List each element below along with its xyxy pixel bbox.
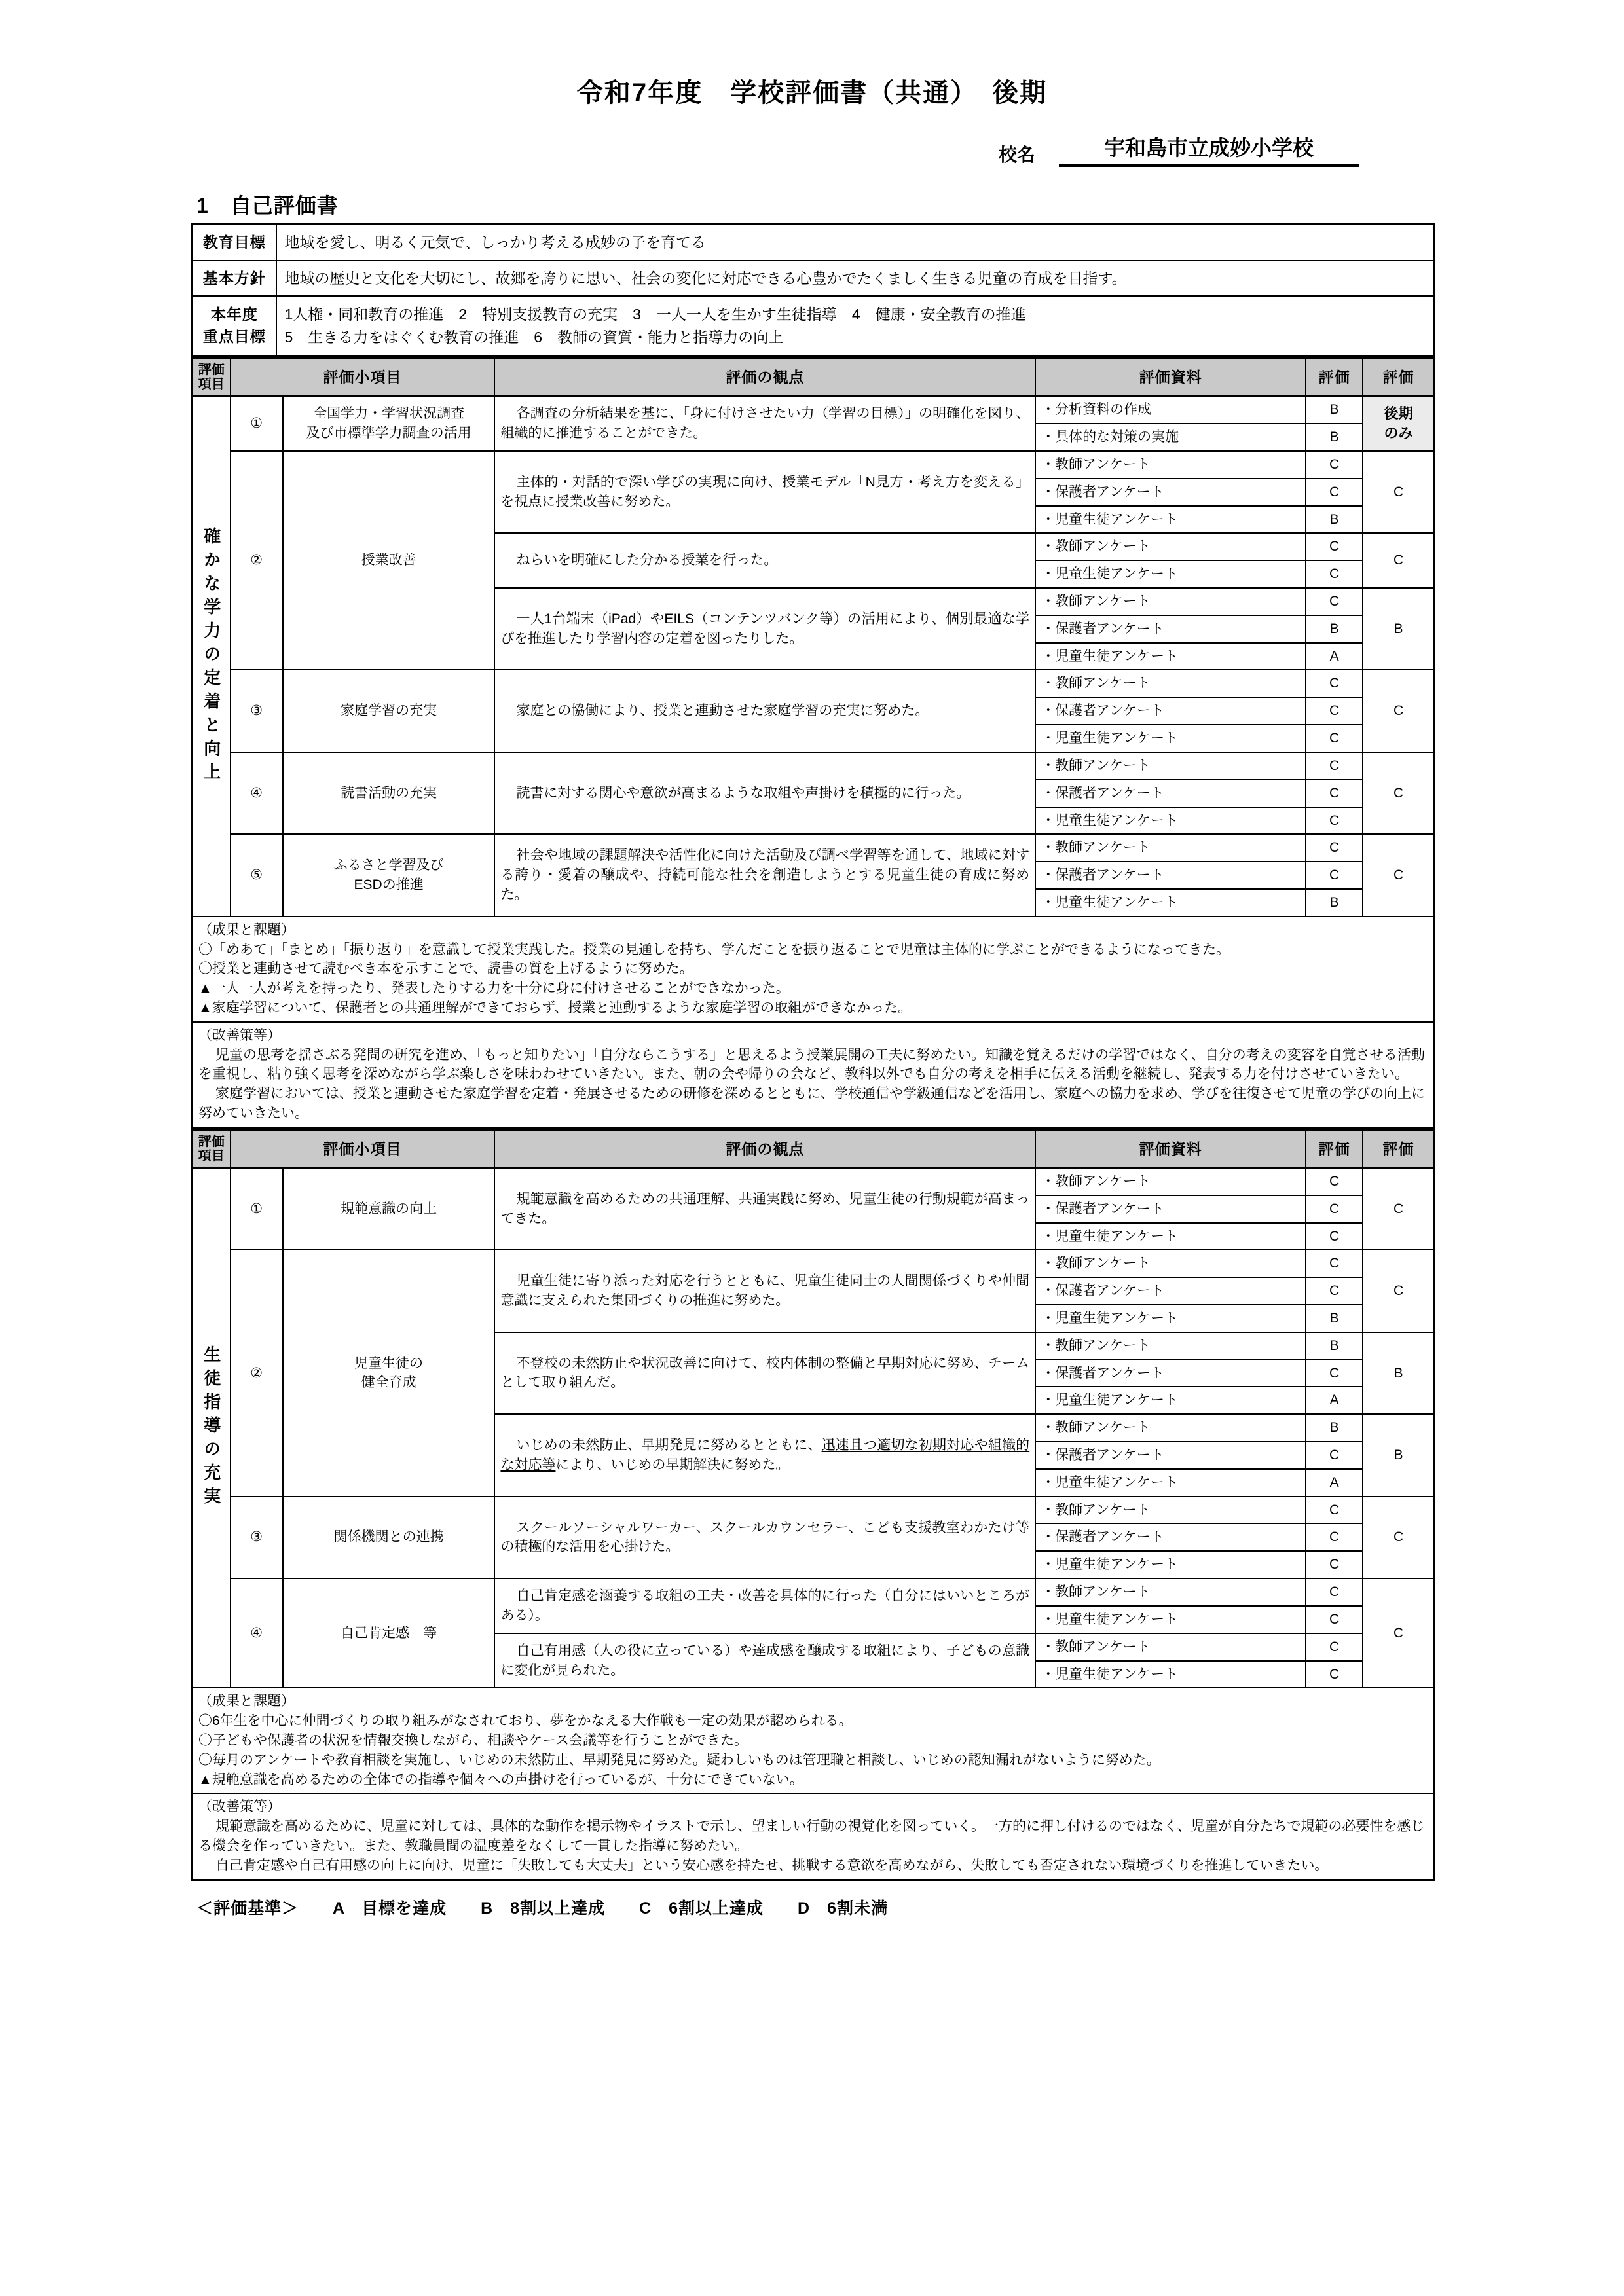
material-cell: ・児童生徒アンケート xyxy=(1035,889,1306,917)
table-row xyxy=(193,451,1435,479)
item-number-cell: ③ xyxy=(231,670,283,752)
material-cell: ・保護者アンケート xyxy=(1035,1523,1306,1551)
evaluation-cell: C xyxy=(1306,479,1363,506)
commentary-line: 規範意識を高めるために、児童に対しては、具体的な動作を掲示物やイラストで示し、望ましい行動の視覚化を図っていく。一方的に押し付けるのではなく、児童が自分たちで規範の必要性を感じる機会を作っていきたい。また、教職員間の温度差をなくして一貫した指導に努めたい。 xyxy=(198,1819,1425,1853)
category-label-cell xyxy=(193,1168,231,1688)
column-header-eval-overall: 評価 xyxy=(1363,1129,1434,1168)
commentary-line: 〇授業と連動させて読むべき本を示すことで、読書の質を上げるように努めた。 xyxy=(198,961,693,977)
priority-goal-label xyxy=(193,296,276,356)
item-number-cell: ③ xyxy=(231,1497,283,1578)
material-cell: ・教師アンケート xyxy=(1035,1414,1306,1442)
commentary-line: 〇6年生を中心に仲間づくりの取り組みがなされており、夢をかなえる大作戦も一定の効果が認められる。 xyxy=(198,1713,853,1729)
evaluation-cell: B xyxy=(1306,1305,1363,1332)
material-cell: ・具体的な対策の実施 xyxy=(1035,424,1306,451)
priority-goal-line1: 1人権・同和教育の推進 2 特別支援教育の充実 3 一人一人を生かす生徒指導 4 健康・安全教育の推進 xyxy=(284,306,1026,323)
column-header-subitem: 評価小項目 xyxy=(231,358,495,397)
material-cell: ・児童生徒アンケート xyxy=(1035,1661,1306,1688)
overall-evaluation-cell: C xyxy=(1363,533,1434,588)
viewpoint-cell: 児童生徒に寄り添った対応を行うとともに、児童生徒同士の人間関係づくりや仲間意識に支えられた集団づくりの推進に努めた。 xyxy=(494,1250,1035,1332)
improvement-measures-cell xyxy=(193,1022,1435,1128)
commentary-line: ▲家庭学習について、保護者との共通理解ができておらず、授業と連動するような家庭学習の取組ができなかった。 xyxy=(198,1000,912,1015)
overall-evaluation-cell: C xyxy=(1363,834,1434,916)
material-cell: ・保護者アンケート xyxy=(1035,1360,1306,1387)
evaluation-cell: C xyxy=(1306,1497,1363,1524)
results-and-issues-cell xyxy=(193,917,1435,1022)
material-cell: ・教師アンケート xyxy=(1035,1497,1306,1524)
material-cell: ・保護者アンケート xyxy=(1035,697,1306,725)
overall-evaluation-cell: C xyxy=(1363,1578,1434,1688)
viewpoint-cell: 家庭との協働により、授業と連動させた家庭学習の充実に努めた。 xyxy=(494,670,1035,752)
viewpoint-cell: 主体的・対話的で深い学びの実現に向け、授業モデル「N見方・考え方を変える」を視点に授業改善に努めた。 xyxy=(494,451,1035,533)
evaluation-cell: C xyxy=(1306,670,1363,697)
material-cell: ・教師アンケート xyxy=(1035,451,1306,479)
evaluation-cell: C xyxy=(1306,862,1363,889)
commentary-title: （改善策等） xyxy=(198,1799,281,1815)
table-row-basic-policy xyxy=(193,261,1435,297)
priority-goal-label-line1: 本年度 xyxy=(210,306,258,323)
material-cell: ・児童生徒アンケート xyxy=(1035,807,1306,835)
viewpoint-cell: 自己肯定感を涵養する取組の工夫・改善を具体的に行った（自分にはいいところがある）。 xyxy=(494,1578,1035,1633)
item-number-cell: ① xyxy=(231,1168,283,1250)
basic-policy-text: 地域の歴史と文化を大切にし、故郷を誇りに思い、社会の変化に対応できる心豊かでたくましく生きる児童の育成を目指す。 xyxy=(276,261,1435,297)
table-row xyxy=(193,1250,1435,1277)
evaluation-cell: C xyxy=(1306,780,1363,807)
material-cell: ・教師アンケート xyxy=(1035,1250,1306,1277)
commentary-line: 児童の思考を揺さぶる発問の研究を進め、「もっと知りたい」「自分ならこうする」と思えるよう授業展開の工夫に努めたい。知識を覚えるだけの学習ではなく、自分の考えの変容を自覚させる活動を重視し、粘り強く思考を深めながら学ぶ楽しさを味わわせていきたい。また、朝の会や帰りの会など、教科以外でも自分の考えを相手に伝える活動を継続し、発表する力を付けさせていきたい。 xyxy=(198,1047,1425,1082)
evaluation-cell: C xyxy=(1306,1551,1363,1578)
table-row xyxy=(193,670,1435,697)
column-header-eval-item: 評価 xyxy=(1306,358,1363,397)
column-header-category: 評価 項目 xyxy=(193,358,231,397)
material-cell: ・児童生徒アンケート xyxy=(1035,506,1306,534)
material-cell: ・児童生徒アンケート xyxy=(1035,643,1306,670)
viewpoint-underlined-text: 迅速且つ適切な初期対応や組織的な対応等 xyxy=(500,1438,1030,1472)
item-number-cell: ⑤ xyxy=(231,834,283,916)
table-row-priority-goals xyxy=(193,296,1435,356)
material-cell: ・保護者アンケート xyxy=(1035,1442,1306,1469)
priority-goal-label-line2: 重点目標 xyxy=(202,327,266,345)
evaluation-cell: C xyxy=(1306,834,1363,862)
item-number-cell: ④ xyxy=(231,752,283,834)
material-cell: ・教師アンケート xyxy=(1035,834,1306,862)
overall-evaluation-cell: C xyxy=(1363,1497,1434,1578)
column-header-viewpoint: 評価の観点 xyxy=(494,1129,1035,1168)
commentary-line: 家庭学習においては、授業と連動させた家庭学習を定着・発展させるための研修を深めるとともに、学校通信や学級通信などを活用し、家庭への協力を求め、学びを往復させて児童の学びの向上に努めていきたい。 xyxy=(198,1086,1426,1121)
viewpoint-cell: スクールソーシャルワーカー、スクールカウンセラー、こども支援教室わかたけ等の積極的な活用を心掛けた。 xyxy=(494,1497,1035,1578)
commentary-title: （改善策等） xyxy=(198,1027,281,1043)
commentary-row xyxy=(193,917,1435,1022)
material-cell: ・保護者アンケート xyxy=(1035,780,1306,807)
material-cell: ・保護者アンケート xyxy=(1035,1277,1306,1305)
column-header-viewpoint: 評価の観点 xyxy=(494,358,1035,397)
overall-evaluation-cell: C xyxy=(1363,752,1434,834)
commentary-line: 〇毎月のアンケートや教育相談を実施し、いじめの未然防止、早期発見に努めた。疑わしいものは管理職と相談し、いじめの認知漏れがないように努めた。 xyxy=(198,1752,1160,1768)
evaluation-cell: C xyxy=(1306,725,1363,752)
evaluation-cell: C xyxy=(1306,1360,1363,1387)
item-subitem-cell: 児童生徒の 健全育成 xyxy=(283,1250,495,1496)
school-name-row xyxy=(0,132,1624,167)
evaluation-cell: C xyxy=(1306,588,1363,615)
evaluation-cell: B xyxy=(1306,1332,1363,1360)
material-cell: ・教師アンケート xyxy=(1035,533,1306,560)
priority-goal-line2: 5 生きる力をはぐくむ教育の推進 6 教師の資質・能力と指導力の向上 xyxy=(284,328,784,346)
item-subitem-cell: 家庭学習の充実 xyxy=(283,670,495,752)
school-name-label: 校名 xyxy=(998,145,1035,165)
evaluation-cell: B xyxy=(1306,1414,1363,1442)
material-cell: ・教師アンケート xyxy=(1035,1168,1306,1195)
table-row xyxy=(193,396,1435,424)
improvement-measures-cell xyxy=(193,1793,1435,1880)
evaluation-cell: C xyxy=(1306,1223,1363,1250)
viewpoint-cell: いじめの未然防止、早期発見に努めるとともに、迅速且つ適切な初期対応や組織的な対応等により、いじめの早期解決に努めた。 xyxy=(494,1414,1035,1496)
item-subitem-cell: 読書活動の充実 xyxy=(283,752,495,834)
evaluation-criteria-footer: ＜評価基準＞ A 目標を達成 B 8割以上達成 C 6割以上達成 D 6割未満 xyxy=(196,1899,889,1918)
commentary-row xyxy=(193,1688,1435,1793)
viewpoint-cell: 規範意識を高めるための共通理解、共通実践に努め、児童生徒の行動規範が高まってきた。 xyxy=(494,1168,1035,1250)
viewpoint-cell: 一人1台端末（iPad）やEILS（コンテンツバンク等）の活用により、個別最適な学びを推進したり学習内容の定着を図ったりした。 xyxy=(494,588,1035,670)
evaluation-cell: C xyxy=(1306,1523,1363,1551)
item-number-cell: ④ xyxy=(231,1578,283,1688)
viewpoint-cell: ねらいを明確にした分かる授業を行った。 xyxy=(494,533,1035,588)
evaluation-cell: B xyxy=(1306,424,1363,451)
material-cell: ・教師アンケート xyxy=(1035,1633,1306,1661)
evaluation-cell: B xyxy=(1306,615,1363,643)
priority-goal-text xyxy=(276,296,1435,356)
material-cell: ・教師アンケート xyxy=(1035,588,1306,615)
item-subitem-cell: 関係機関との連携 xyxy=(283,1497,495,1578)
table-header-row xyxy=(193,1129,1435,1168)
material-cell: ・保護者アンケート xyxy=(1035,479,1306,506)
evaluation-cell: C xyxy=(1306,1578,1363,1606)
column-header-subitem: 評価小項目 xyxy=(231,1129,495,1168)
overall-evaluation-cell: C xyxy=(1363,451,1434,533)
item-subitem-cell: 全国学力・学習状況調査 及び市標準学力調査の活用 xyxy=(283,396,495,451)
material-cell: ・児童生徒アンケート xyxy=(1035,1606,1306,1633)
overall-evaluation-cell: C xyxy=(1363,1250,1434,1332)
column-header-eval-item: 評価 xyxy=(1306,1129,1363,1168)
document-title: 令和7年度 学校評価書（共通） 後期 xyxy=(576,79,1048,107)
category-label-cell xyxy=(193,396,231,916)
overall-evaluation-cell: C xyxy=(1363,1168,1434,1250)
material-cell: ・保護者アンケート xyxy=(1035,1195,1306,1223)
viewpoint-cell: 不登校の未然防止や状況改善に向けて、校内体制の整備と早期対応に努め、チームとして取り組んだ。 xyxy=(494,1332,1035,1414)
evaluation-cell: C xyxy=(1306,807,1363,835)
commentary-line: ▲規範意識を高めるための全体での指導や個々への声掛けを行っているが、十分にできていない。 xyxy=(198,1772,803,1787)
column-header-material: 評価資料 xyxy=(1035,358,1306,397)
overall-evaluation-cell: B xyxy=(1363,1332,1434,1414)
school-name-value: 宇和島市立成妙小学校 xyxy=(1059,132,1359,167)
commentary-line: ▲一人一人が考えを持ったり、発表したりする力を十分に身に付けさせることができなかった。 xyxy=(198,981,790,996)
evaluation-cell: B xyxy=(1306,506,1363,534)
evaluation-cell: C xyxy=(1306,1633,1363,1661)
education-goal-label: 教育目標 xyxy=(193,225,276,261)
column-header-eval-overall: 評価 xyxy=(1363,358,1434,397)
viewpoint-cell: 読書に対する関心や意欲が高まるような取組や声掛けを積極的に行った。 xyxy=(494,752,1035,834)
evaluation-cell: C xyxy=(1306,1195,1363,1223)
table-header-row xyxy=(193,358,1435,397)
evaluation-cell: C xyxy=(1306,1250,1363,1277)
evaluation-cell: A xyxy=(1306,1469,1363,1497)
viewpoint-cell: 各調査の分析結果を基に、「身に付けさせたい力（学習の目標）」の明確化を図り、組織的に推進することができた。 xyxy=(494,396,1035,451)
material-cell: ・教師アンケート xyxy=(1035,670,1306,697)
material-cell: ・児童生徒アンケート xyxy=(1035,725,1306,752)
category-label-section1: 確かな学力の定着と向上 xyxy=(201,526,221,786)
material-cell: ・教師アンケート xyxy=(1035,752,1306,780)
commentary-line: 自己肯定感や自己有用感の向上に向け、児童に「失敗しても大丈夫」という安心感を持たせ、挑戦する意欲を高めながら、失敗しても否定されない環境づくりを推進していきたい。 xyxy=(215,1857,1329,1873)
top-info-table xyxy=(191,223,1435,357)
material-cell: ・児童生徒アンケート xyxy=(1035,560,1306,588)
table-row xyxy=(193,1168,1435,1195)
evaluation-cell: C xyxy=(1306,1442,1363,1469)
evaluation-cell: C xyxy=(1306,1168,1363,1195)
category-label-section2: 生徒指導の充実 xyxy=(201,1345,221,1511)
evaluation-cell: A xyxy=(1306,643,1363,670)
evaluation-cell: C xyxy=(1306,560,1363,588)
evaluation-cell: C xyxy=(1306,752,1363,780)
table-row xyxy=(193,752,1435,780)
material-cell: ・児童生徒アンケート xyxy=(1035,1305,1306,1332)
overall-evaluation-cell: 後期 のみ xyxy=(1363,396,1434,451)
evaluation-cell: C xyxy=(1306,1661,1363,1688)
evaluation-cell: C xyxy=(1306,1606,1363,1633)
material-cell: ・保護者アンケート xyxy=(1035,615,1306,643)
material-cell: ・分析資料の作成 xyxy=(1035,396,1306,424)
item-subitem-cell: 規範意識の向上 xyxy=(283,1168,495,1250)
section-number-heading: 1 自己評価書 xyxy=(196,194,339,217)
evaluation-cell: B xyxy=(1306,889,1363,917)
commentary-line: 〇子どもや保護者の状況を情報交換しながら、相談やケース会議等を行うことができた。 xyxy=(198,1732,748,1748)
item-number-cell: ② xyxy=(231,1250,283,1496)
evaluation-cell: C xyxy=(1306,1277,1363,1305)
table-row xyxy=(193,1578,1435,1606)
education-goal-text: 地域を愛し、明るく元気で、しっかり考える成妙の子を育てる xyxy=(276,225,1435,261)
commentary-row xyxy=(193,1793,1435,1880)
overall-evaluation-cell: B xyxy=(1363,588,1434,670)
viewpoint-cell: 社会や地域の課題解決や活性化に向けた活動及び調べ学習等を通して、地域に対する誇り・愛着の醸成や、持続可能な社会を創造しようとする児童生徒の育成に努めた。 xyxy=(494,834,1035,916)
material-cell: ・教師アンケート xyxy=(1035,1332,1306,1360)
evaluation-cell: C xyxy=(1306,451,1363,479)
material-cell: ・児童生徒アンケート xyxy=(1035,1387,1306,1414)
material-cell: ・児童生徒アンケート xyxy=(1035,1223,1306,1250)
material-cell: ・保護者アンケート xyxy=(1035,862,1306,889)
table-row-education-goal xyxy=(193,225,1435,261)
table-row xyxy=(193,834,1435,862)
viewpoint-cell: 自己有用感（人の役に立っている）や達成感を醸成する取組により、子どもの意識に変化が見られた。 xyxy=(494,1633,1035,1688)
item-subitem-cell: 自己肯定感 等 xyxy=(283,1578,495,1688)
results-and-issues-cell xyxy=(193,1688,1435,1793)
item-number-cell: ② xyxy=(231,451,283,670)
item-number-cell: ① xyxy=(231,396,283,451)
basic-policy-label: 基本方針 xyxy=(193,261,276,297)
commentary-line: 〇「めあて」「まとめ」「振り返り」を意識して授業実践した。授業の見通しを持ち、学んだことを振り返ることで児童は主体的に学ぶことができるようになってきた。 xyxy=(198,941,1230,957)
evaluation-cell: B xyxy=(1306,396,1363,424)
material-cell: ・教師アンケート xyxy=(1035,1578,1306,1606)
table-row xyxy=(193,1497,1435,1524)
overall-evaluation-cell: B xyxy=(1363,1414,1434,1496)
section1-evaluation-table xyxy=(191,357,1435,1129)
section2-evaluation-table xyxy=(191,1129,1435,1881)
overall-evaluation-cell: C xyxy=(1363,670,1434,752)
evaluation-cell: A xyxy=(1306,1387,1363,1414)
material-cell: ・児童生徒アンケート xyxy=(1035,1551,1306,1578)
column-header-material: 評価資料 xyxy=(1035,1129,1306,1168)
column-header-category: 評価 項目 xyxy=(193,1129,231,1168)
item-subitem-cell: ふるさと学習及び ESDの推進 xyxy=(283,834,495,916)
commentary-title: （成果と課題） xyxy=(198,1694,295,1709)
item-subitem-cell: 授業改善 xyxy=(283,451,495,670)
evaluation-cell: C xyxy=(1306,697,1363,725)
material-cell: ・児童生徒アンケート xyxy=(1035,1469,1306,1497)
evaluation-cell: C xyxy=(1306,533,1363,560)
commentary-row xyxy=(193,1022,1435,1128)
commentary-title: （成果と課題） xyxy=(198,922,295,938)
